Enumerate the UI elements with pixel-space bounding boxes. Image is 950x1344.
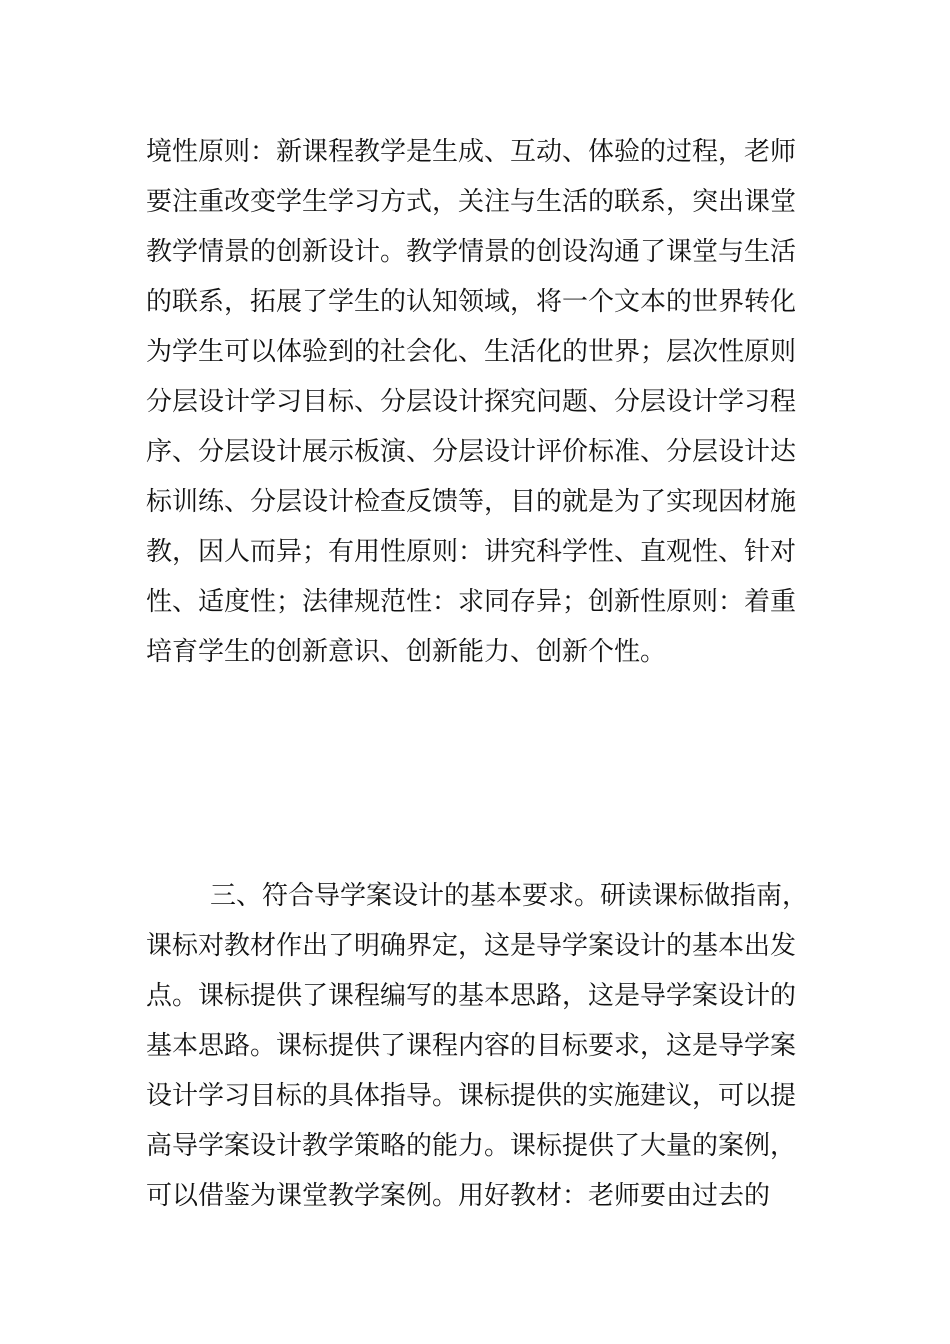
text-line: 点。课标提供了课程编写的基本思路，这是导学案设计的 (146, 981, 797, 1011)
text-line: 为学生可以体验到的社会化、生活化的世界；层次性原则 (146, 337, 797, 367)
paragraph-section-three (146, 871, 816, 1221)
text-line: 课标对教材作出了明确界定，这是导学案设计的基本出发 (146, 931, 797, 961)
text-line: 教学情景的创新设计。教学情景的创设沟通了课堂与生活 (146, 237, 797, 267)
paragraph-principles (146, 127, 816, 677)
text-line: 教，因人而异；有用性原则：讲究科学性、直观性、针对 (146, 537, 797, 567)
text-line: 性、适度性；法律规范性：求同存异；创新性原则：着重 (146, 587, 797, 617)
text-line: 高导学案设计教学策略的能力。课标提供了大量的案例， (146, 1131, 797, 1161)
text-line: 基本思路。课标提供了课程内容的目标要求，这是导学案 (146, 1031, 797, 1061)
text-line: 分层设计学习目标、分层设计探究问题、分层设计学习程 (146, 387, 797, 417)
text-line: 可以借鉴为课堂教学案例。用好教材：老师要由过去的 (146, 1181, 771, 1211)
text-line: 设计学习目标的具体指导。课标提供的实施建议，可以提 (146, 1081, 797, 1111)
text-line: 序、分层设计展示板演、分层设计评价标准、分层设计达 (146, 437, 797, 467)
text-line: 标训练、分层设计检查反馈等，目的就是为了实现因材施 (146, 487, 797, 517)
text-line: 培育学生的创新意识、创新能力、创新个性。 (146, 637, 667, 667)
text-line: 境性原则：新课程教学是生成、互动、体验的过程，老师 (146, 137, 797, 167)
text-line: 的联系，拓展了学生的认知领域，将一个文本的世界转化 (146, 287, 797, 317)
text-line: 要注重改变学生学习方式，关注与生活的联系，突出课堂 (146, 187, 797, 217)
text-line-indented: 三、符合导学案设计的基本要求。研读课标做指南， (210, 881, 809, 911)
